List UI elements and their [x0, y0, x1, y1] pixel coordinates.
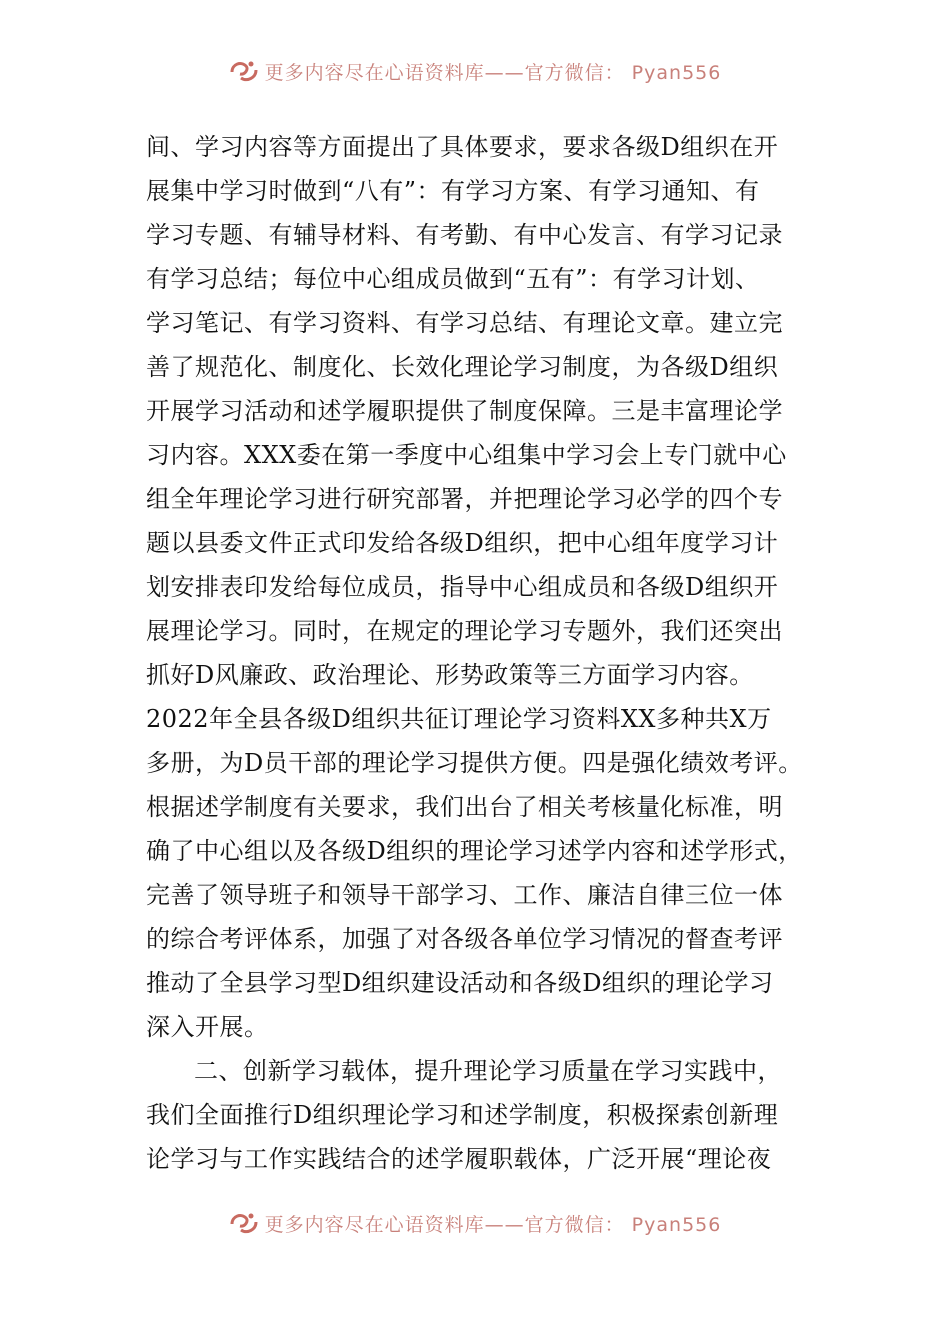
text-line: 组全年理论学习进行研究部署，并把理论学习必学的四个专: [146, 485, 783, 513]
text-line: 学习笔记、有学习资料、有学习总结、有理论文章。建立完: [146, 309, 783, 337]
document-body: [146, 125, 814, 1181]
text-line: 深入开展。: [146, 1013, 269, 1041]
text-line: 完善了领导班子和领导干部学习、工作、廉洁自律三位一体: [146, 881, 783, 909]
text-line: 论学习与工作实践结合的述学履职载体，广泛开展“理论夜: [146, 1145, 772, 1173]
text-line: 善了规范化、制度化、长效化理论学习制度，为各级D组织: [146, 353, 779, 381]
watermark-text: 更多内容尽在心语资料库——官方微信： Pyan556: [264, 1213, 722, 1236]
brand-logo-icon: [229, 1210, 259, 1236]
text-line: 根据述学制度有关要求，我们出台了相关考核量化标准，明: [146, 793, 783, 821]
brand-logo-icon: [229, 58, 259, 84]
text-line: 二、创新学习载体，提升理论学习质量在学习实践中，: [194, 1057, 782, 1085]
watermark-footer: [0, 1208, 950, 1238]
paragraph-1: [146, 125, 814, 1049]
text-line: 确了中心组以及各级D组织的理论学习述学内容和述学形式，: [146, 837, 803, 865]
text-line: 有学习总结；每位中心组成员做到“五有”：有学习计划、: [146, 265, 760, 293]
text-line: 展理论学习。同时，在规定的理论学习专题外，我们还突出: [146, 617, 783, 645]
text-line: 划安排表印发给每位成员，指导中心组成员和各级D组织开: [146, 573, 779, 601]
text-line: 习内容。XXX委在第一季度中心组集中学习会上专门就中心: [146, 441, 787, 469]
text-line: 抓好D风廉政、政治理论、形势政策等三方面学习内容。: [146, 661, 754, 689]
text-line: 开展学习活动和述学履职提供了制度保障。三是丰富理论学: [146, 397, 783, 425]
text-line: 的综合考评体系，加强了对各级各单位学习情况的督查考评: [146, 925, 783, 953]
text-line: 多册，为D员干部的理论学习提供方便。四是强化绩效考评。: [146, 749, 803, 777]
text-line: 间、学习内容等方面提出了具体要求，要求各级D组织在开: [146, 133, 779, 161]
text-line: 我们全面推行D组织理论学习和述学制度，积极探索创新理: [146, 1101, 779, 1129]
text-line: 题以县委文件正式印发给各级D组织，把中心组年度学习计: [146, 529, 779, 557]
text-line: 2022年全县各级D组织共征订理论学习资料XX多种共X万: [146, 705, 772, 733]
watermark-header: [0, 56, 950, 86]
text-line: 推动了全县学习型D组织建设活动和各级D组织的理论学习: [146, 969, 774, 997]
text-line: 学习专题、有辅导材料、有考勤、有中心发言、有学习记录: [146, 221, 783, 249]
text-line: 展集中学习时做到“八有”：有学习方案、有学习通知、有: [146, 177, 760, 205]
paragraph-2: [146, 1049, 814, 1181]
watermark-text: 更多内容尽在心语资料库——官方微信： Pyan556: [264, 61, 722, 84]
